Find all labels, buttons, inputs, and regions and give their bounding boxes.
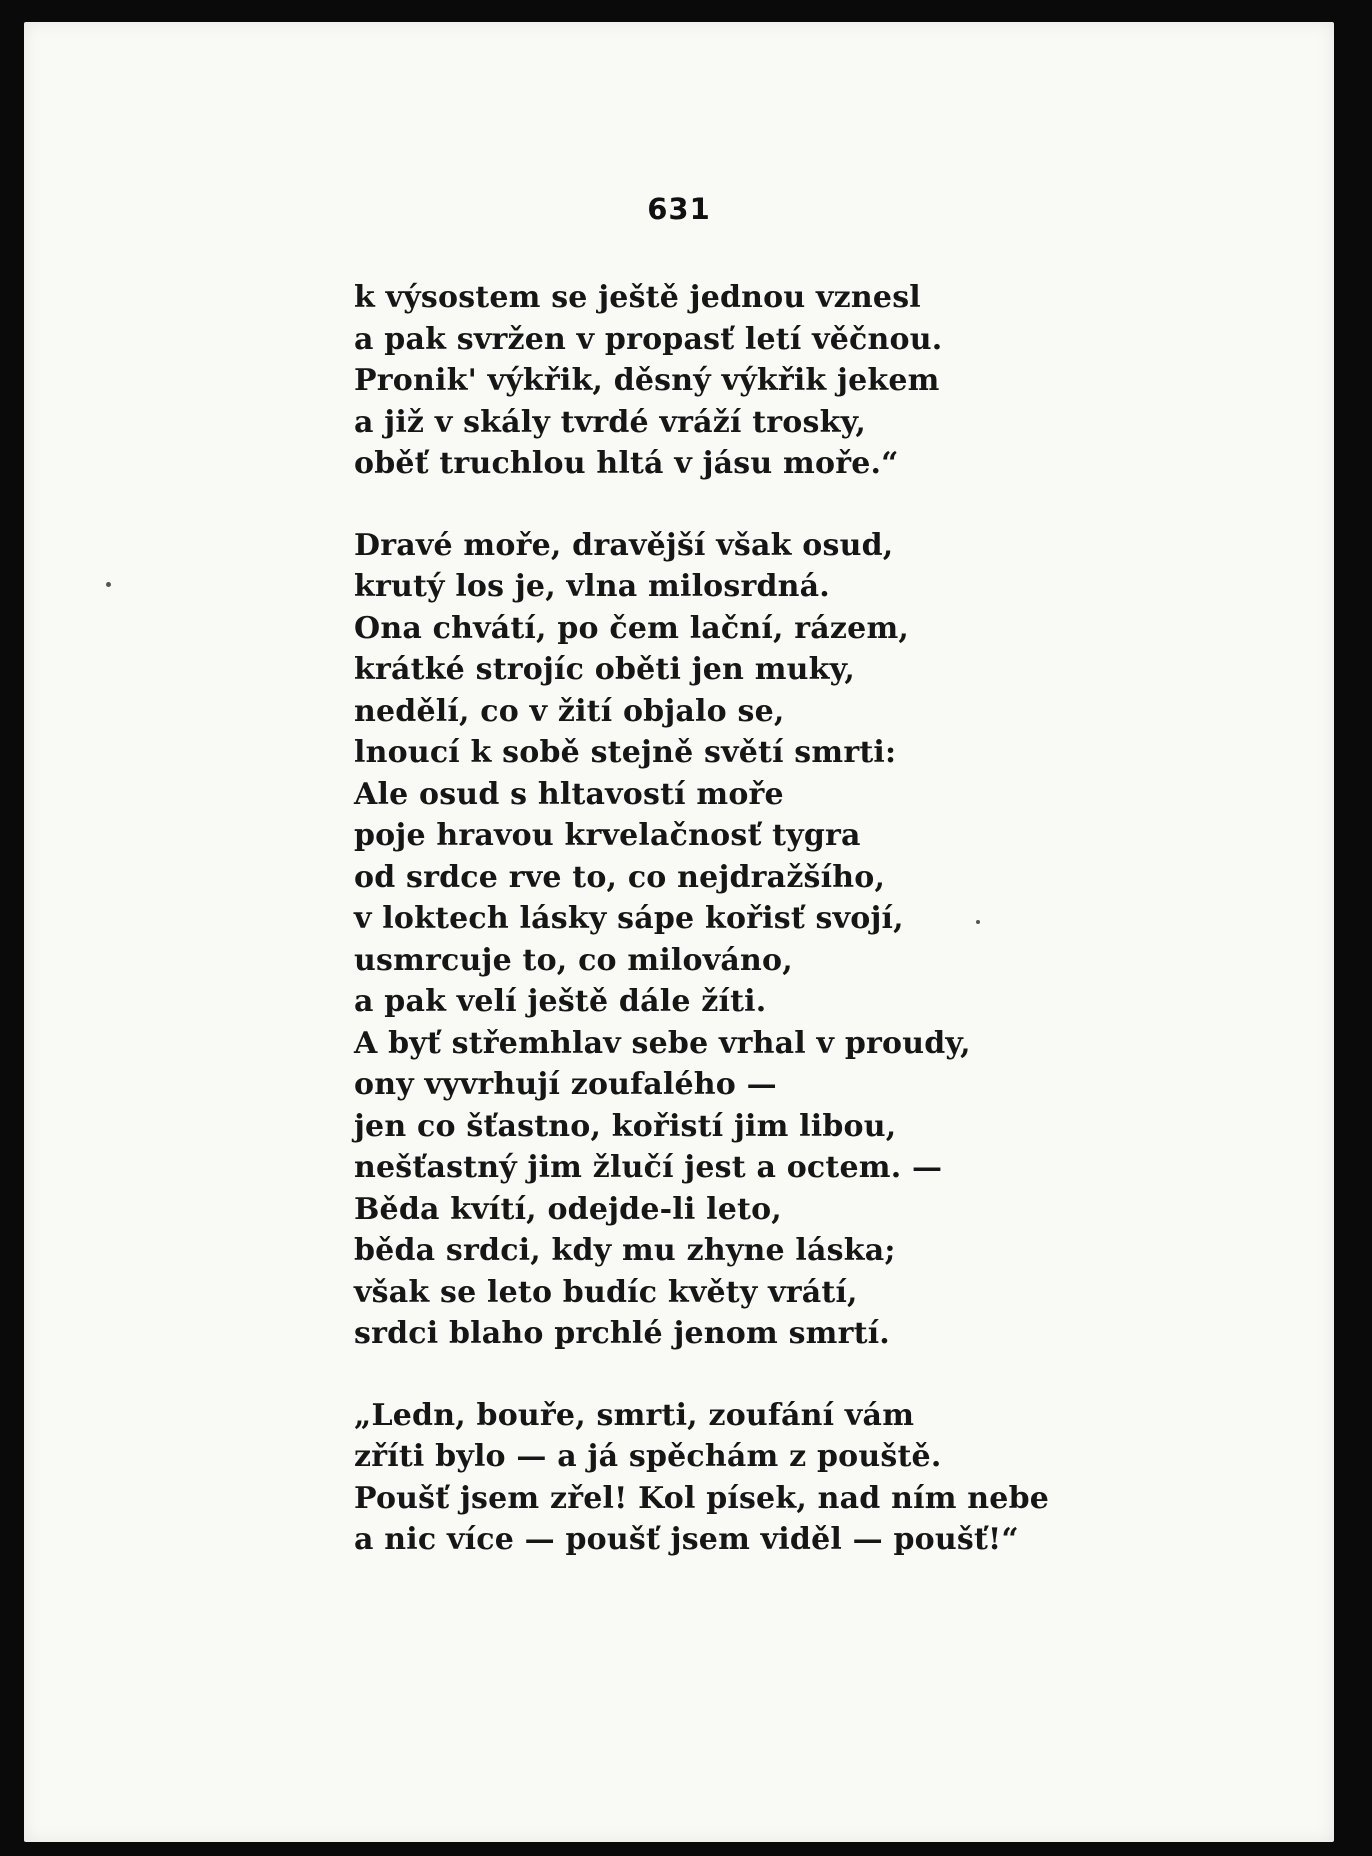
- poem-line: jen co šťastno, kořistí jim libou,: [354, 1108, 897, 1144]
- poem-line: v loktech lásky sápe kořisť svojí,: [354, 901, 904, 936]
- poem-line: Ale osud s hltavostí moře: [354, 776, 784, 812]
- stanza-2: [354, 525, 1114, 1355]
- poem-line: a již v skály tvrdé vráží trosky,: [354, 404, 866, 440]
- poem-line: a nic více — poušť jsem viděl — poušť!“: [354, 1522, 1019, 1557]
- poem-line: Pronik' výkřik, děsný výkřik jekem: [354, 363, 940, 398]
- poem-line: oběť truchlou hltá v jásu moře.“: [354, 446, 899, 481]
- poem-line: ony vyvrhují zoufalého —: [354, 1067, 777, 1102]
- poem-line: Dravé moře, dravější však osud,: [354, 527, 894, 563]
- poem-line: srdci blaho prchlé jenom smrtí.: [354, 1316, 890, 1351]
- stanza-3: [354, 1395, 1114, 1561]
- poem-line: a pak velí ještě dále žíti.: [354, 984, 767, 1019]
- poem-line: poje hravou krvelačnosť tygra: [354, 818, 861, 853]
- poem-line: však se leto budíc květy vrátí,: [354, 1274, 858, 1310]
- poem-line: usmrcuje to, co milováno,: [354, 942, 793, 978]
- poem-line: od srdce rve to, co nejdražšího,: [354, 859, 886, 895]
- poem-line: a pak svržen v propasť letí věčnou.: [354, 321, 943, 357]
- poem-line: zříti bylo — a já spěchám z pouště.: [354, 1439, 942, 1474]
- poem-text: [354, 277, 1114, 1601]
- poem-line: Poušť jsem zřel! Kol písek, nad ním nebe: [354, 1480, 1050, 1516]
- page-speck: [106, 582, 111, 587]
- poem-line: běda srdci, kdy mu zhyne láska;: [354, 1233, 896, 1268]
- poem-line: nešťastný jim žlučí jest a octem. —: [354, 1150, 943, 1185]
- poem-line: A byť střemhlav sebe vrhal v proudy,: [354, 1025, 971, 1061]
- poem-line: nedělí, co v žití objalo se,: [354, 693, 785, 729]
- poem-line: krátké strojíc oběti jen muky,: [354, 652, 856, 687]
- poem-line: Běda kvítí, odejde-li leto,: [354, 1191, 782, 1227]
- poem-line: Ona chvátí, po čem lační, rázem,: [354, 610, 910, 646]
- poem-line: k výsostem se ještě jednou vznesl: [354, 280, 921, 315]
- page-speck: [976, 920, 980, 924]
- poem-line: „Ledn, bouře, smrti, zoufání vám: [354, 1397, 915, 1433]
- book-page: [24, 22, 1334, 1842]
- stanza-1: [354, 277, 1114, 485]
- page-number: 631: [647, 192, 711, 226]
- poem-line: krutý los je, vlna milosrdná.: [354, 569, 830, 604]
- poem-line: lnoucí k sobě stejně světí smrti:: [354, 735, 897, 770]
